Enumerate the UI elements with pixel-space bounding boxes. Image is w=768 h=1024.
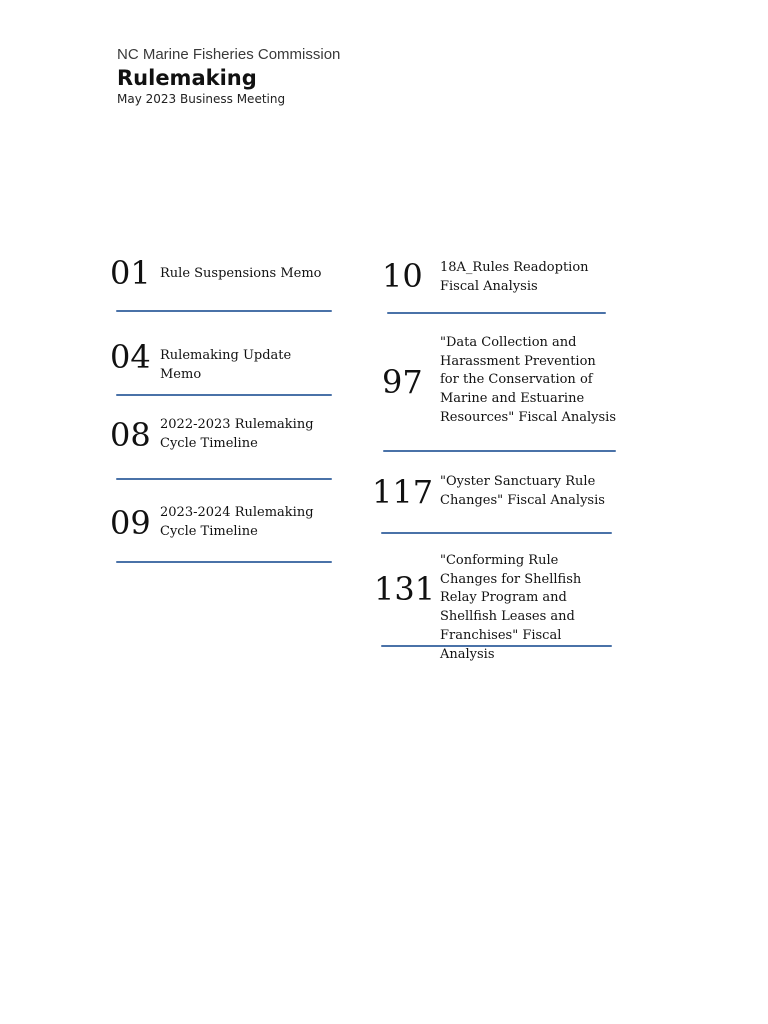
toc-entry-label[interactable]: "Conforming Rule Changes for Shellfish Relay Program and Shellfish Leases and Franchises" Fiscal Analysis xyxy=(440,553,582,662)
toc-divider xyxy=(383,450,616,452)
toc-page-number: 04 xyxy=(110,338,151,376)
toc-page-number: 08 xyxy=(110,416,151,454)
toc-page-number: 09 xyxy=(110,504,151,542)
toc-divider xyxy=(381,532,612,534)
toc-divider xyxy=(116,394,332,396)
toc-page-number: 10 xyxy=(382,257,423,295)
toc-entry-label[interactable]: Rule Suspensions Memo xyxy=(160,266,322,281)
toc-entry-label[interactable]: "Oyster Sanctuary Rule Changes" Fiscal Analysis xyxy=(440,474,605,508)
toc-entry-label[interactable]: 2022-2023 Rulemaking Cycle Timeline xyxy=(160,417,314,451)
toc-entry-label[interactable]: Rulemaking Update Memo xyxy=(160,348,292,382)
toc-divider xyxy=(116,310,332,312)
toc-page-number: 131 xyxy=(374,570,436,608)
toc-page-number: 01 xyxy=(110,254,151,292)
toc-divider xyxy=(116,561,332,563)
toc-entry-label[interactable]: 18A_Rules Readoption Fiscal Analysis xyxy=(440,260,589,294)
toc-entry-label[interactable]: 2023-2024 Rulemaking Cycle Timeline xyxy=(160,505,314,539)
toc-entry-label[interactable]: "Data Collection and Harassment Prevention for the Conservation of Marine and Estuarine Resources" Fiscal Analysis xyxy=(440,335,617,425)
toc-page-number: 117 xyxy=(372,473,434,511)
toc-divider xyxy=(381,645,612,647)
page-title: Rulemaking xyxy=(117,66,257,90)
page-subtitle: May 2023 Business Meeting xyxy=(117,92,286,106)
toc-divider xyxy=(116,478,332,480)
organization-name: NC Marine Fisheries Commission xyxy=(117,46,341,63)
toc-divider xyxy=(387,312,606,314)
toc-page-number: 97 xyxy=(382,363,423,401)
document-header xyxy=(117,45,340,107)
